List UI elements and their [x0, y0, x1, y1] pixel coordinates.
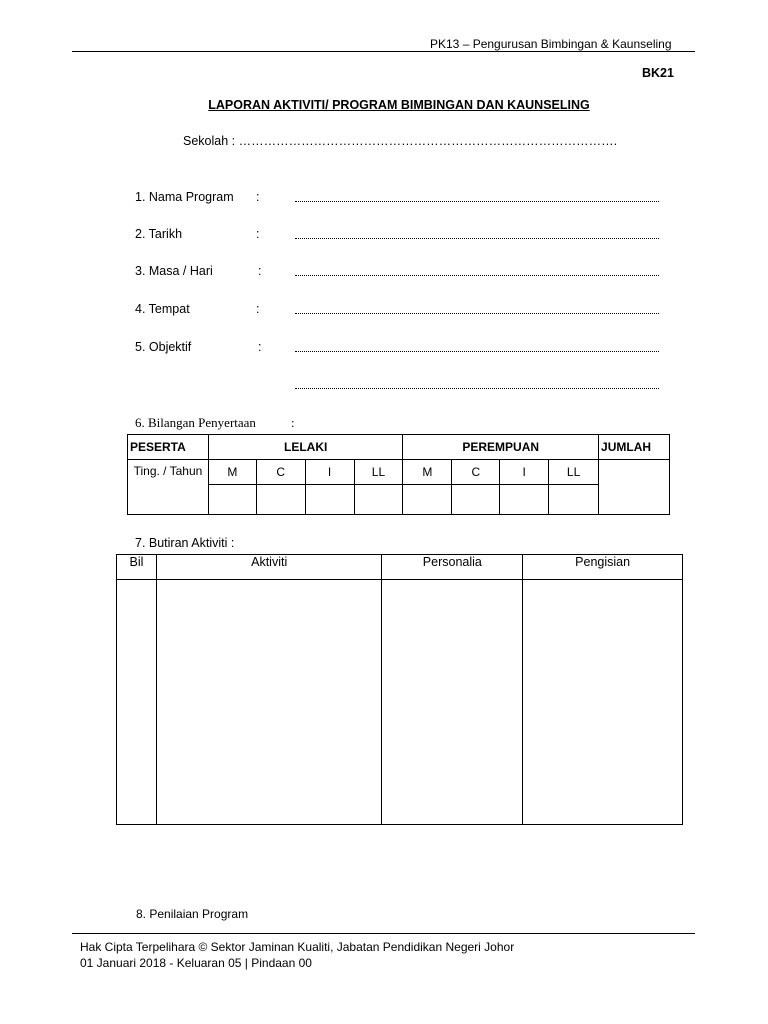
subcol-perempuan-ll: LL [549, 460, 599, 485]
footer-divider [72, 933, 695, 934]
count-cell[interactable] [305, 485, 354, 515]
subcol-lelaki-ll: LL [354, 460, 403, 485]
header-perempuan: PEREMPUAN [403, 435, 599, 460]
section-6-label: 6. Bilangan Penyertaan [135, 415, 256, 430]
col-bil: Bil [117, 555, 157, 580]
count-cell[interactable] [354, 485, 403, 515]
row-label-ting-tahun: Ting. / Tahun [128, 460, 209, 515]
footer-version: 01 Januari 2018 - Keluaran 05 | Pindaan 00 [80, 956, 312, 970]
field-objektif-line-1[interactable] [295, 350, 659, 352]
section-7-label: 7. Butiran Aktiviti : [135, 536, 235, 550]
field-tarikh-line[interactable] [295, 237, 659, 239]
field-tarikh-label: 2. Tarikh [135, 227, 183, 241]
participation-table [127, 434, 670, 515]
subcol-lelaki-m: M [208, 460, 256, 485]
field-tempat-line[interactable] [295, 312, 659, 314]
subcol-perempuan-i: I [500, 460, 549, 485]
activity-details-table [116, 554, 683, 825]
col-aktiviti: Aktiviti [156, 555, 382, 580]
count-cell[interactable] [403, 485, 452, 515]
aktiviti-cell[interactable] [156, 580, 382, 825]
bil-cell[interactable] [117, 580, 157, 825]
field-tempat-label: 4. Tempat [135, 302, 190, 316]
personalia-cell[interactable] [382, 580, 523, 825]
field-objektif-label: 5. Objektif [135, 340, 192, 354]
field-objektif-line-2[interactable] [295, 387, 659, 389]
field-nama-program-label: 1. Nama Program [135, 190, 234, 204]
count-cell[interactable] [500, 485, 549, 515]
field-masa-hari-label: 3. Masa / Hari [135, 264, 213, 278]
subcol-lelaki-i: I [305, 460, 354, 485]
header-lelaki: LELAKI [208, 435, 403, 460]
header-jumlah: JUMLAH [599, 435, 670, 460]
header-peserta: PESERTA [128, 435, 209, 460]
field-colon: : [258, 264, 262, 278]
document-reference: PK13 – Pengurusan Bimbingan & Kaunseling [430, 37, 672, 51]
col-personalia: Personalia [382, 555, 523, 580]
section-8-label: 8. Penilaian Program [136, 907, 249, 921]
count-cell[interactable] [549, 485, 599, 515]
field-colon: : [258, 340, 262, 354]
subcol-lelaki-c: C [256, 460, 305, 485]
footer-copyright: Hak Cipta Terpelihara © Sektor Jaminan Kualiti, Jabatan Pendidikan Negeri Johor [80, 940, 515, 954]
field-colon: : [256, 302, 260, 316]
field-colon: : [256, 227, 260, 241]
field-colon: : [256, 190, 260, 204]
form-code: BK21 [642, 66, 674, 80]
field-nama-program-line[interactable] [295, 200, 659, 202]
col-pengisian: Pengisian [523, 555, 683, 580]
header-divider [72, 51, 695, 52]
pengisian-cell[interactable] [523, 580, 683, 825]
count-cell[interactable] [208, 485, 256, 515]
section-6-colon: : [291, 415, 295, 430]
sekolah-field: Sekolah : ………………………………………………………………………………. [183, 134, 618, 148]
jumlah-cell[interactable] [599, 460, 670, 515]
count-cell[interactable] [452, 485, 500, 515]
subcol-perempuan-m: M [403, 460, 452, 485]
field-masa-hari-line[interactable] [295, 274, 659, 276]
page-title: LAPORAN AKTIVITI/ PROGRAM BIMBINGAN DAN KAUNSELING [208, 98, 590, 112]
subcol-perempuan-c: C [452, 460, 500, 485]
count-cell[interactable] [256, 485, 305, 515]
